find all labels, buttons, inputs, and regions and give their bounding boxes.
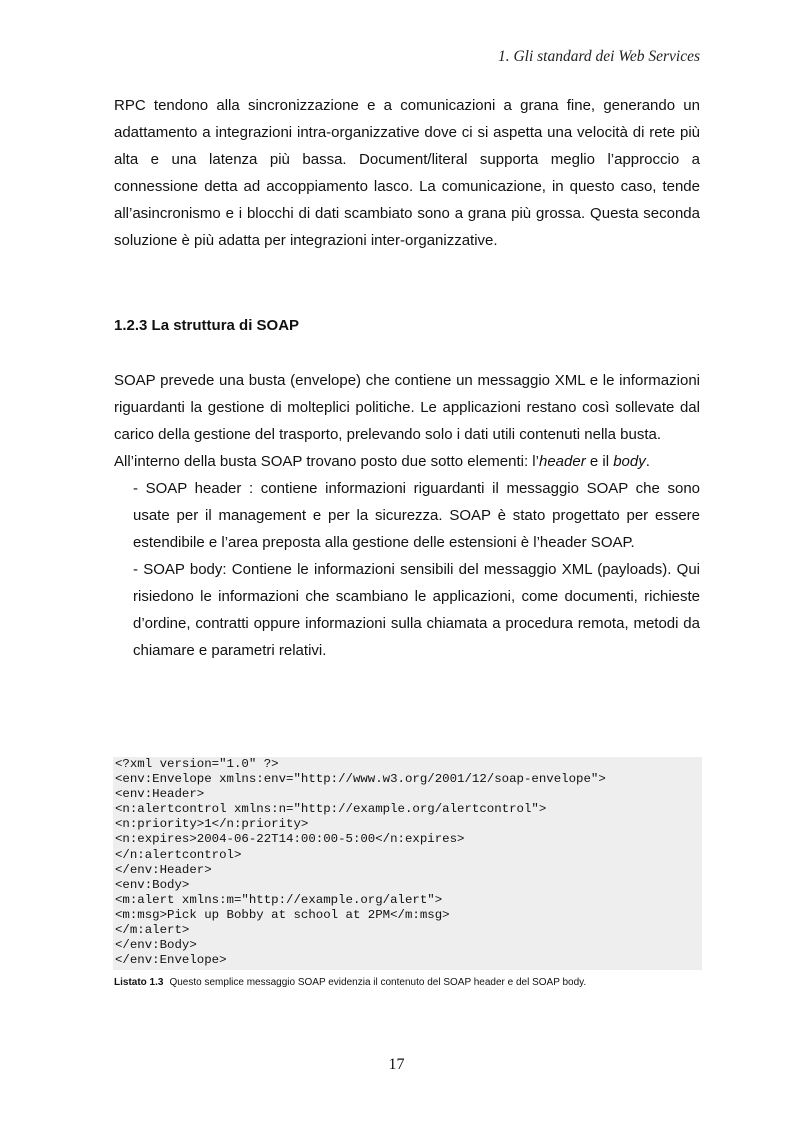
page-number: 17 [388,1056,405,1073]
code-line: <n:expires>2004-06-22T14:00:00-5:00</n:expires> [115,832,465,847]
subelements-intro-suffix: . [645,453,650,470]
code-listing [113,757,702,970]
code-line: </env:Header> [115,862,212,877]
header-term: header [538,453,586,470]
intro-paragraph: RPC tendono alla sincronizzazione e a comunicazioni a grana fine, generando un adattamento a integrazioni intra-organizzative dove ci si aspetta una velocità di rete più alta e una latenza più bassa. Document/literal supporta meglio l’approccio a connessione detta ad accoppiamento lasco. La comunicazione, in questo caso, tende all’asincronismo e i blocchi di dati scambiato sono a grana più grossa. Questa seconda soluzione è più adatta per integrazioni inter-organizzative. [114,97,700,249]
code-line: <env:Body> [115,877,190,892]
subelements-intro [114,448,700,475]
subelements-intro-prefix: All’interno della busta SOAP trovano posto due sotto elementi: l’ [114,453,539,470]
subelements-intro-middle: e il [585,453,614,470]
bullet-soap-header: - SOAP header : contiene informazioni riguardanti il messaggio SOAP che sono usate per il management e per la sicurezza. SOAP è stato progettato per essere estendibile e l’area preposta alla gestione delle estensioni è l’header SOAP. [133,480,700,551]
code-line: </m:alert> [115,923,190,938]
listing-caption [114,977,586,988]
code-line: </env:Envelope> [115,953,227,968]
section-paragraph: SOAP prevede una busta (envelope) che contiene un messaggio XML e le informazioni riguardanti la gestione di molteplici politiche. Le applicazioni restano così sollevate dal carico della gestione del trasporto, prelevando solo i dati utili contenuti nella busta. [114,372,700,443]
code-line: <n:priority>1</n:priority> [115,817,309,832]
intro-section [114,92,700,254]
code-line: <?xml version="1.0" ?> [115,757,279,771]
running-header: 1. Gli standard dei Web Services [497,48,700,65]
caption-text: Questo semplice messaggio SOAP evidenzia il contenuto del SOAP header e del SOAP body. [169,977,587,988]
code-line: <env:Header> [115,787,205,802]
body-term: body [613,453,646,470]
code-line: <n:alertcontrol xmlns:n="http://example.org/alertcontrol"> [115,802,547,817]
code-line: <m:msg>Pick up Bobby at school at 2PM</m:msg> [115,907,450,922]
code-line: <m:alert xmlns:m="http://example.org/alert"> [115,892,443,907]
bullet-soap-body: - SOAP body: Contiene le informazioni sensibili del messaggio XML (payloads). Qui risiedono le informazioni che scambiano le applicazioni, come documenti, richieste d’ordine, contratti oppure informazioni sulla chiamata a procedura remota, metodi da chiamare e parametri relativi. [133,561,700,659]
soap-structure-section [114,367,700,664]
caption-label: Listato 1.3 [114,977,164,988]
section-heading: 1.2.3 La struttura di SOAP [114,317,300,334]
code-line: <env:Envelope xmlns:env="http://www.w3.org/2001/12/soap-envelope"> [115,772,606,787]
code-line: </n:alertcontrol> [115,847,242,862]
code-line: </env:Body> [115,938,197,953]
